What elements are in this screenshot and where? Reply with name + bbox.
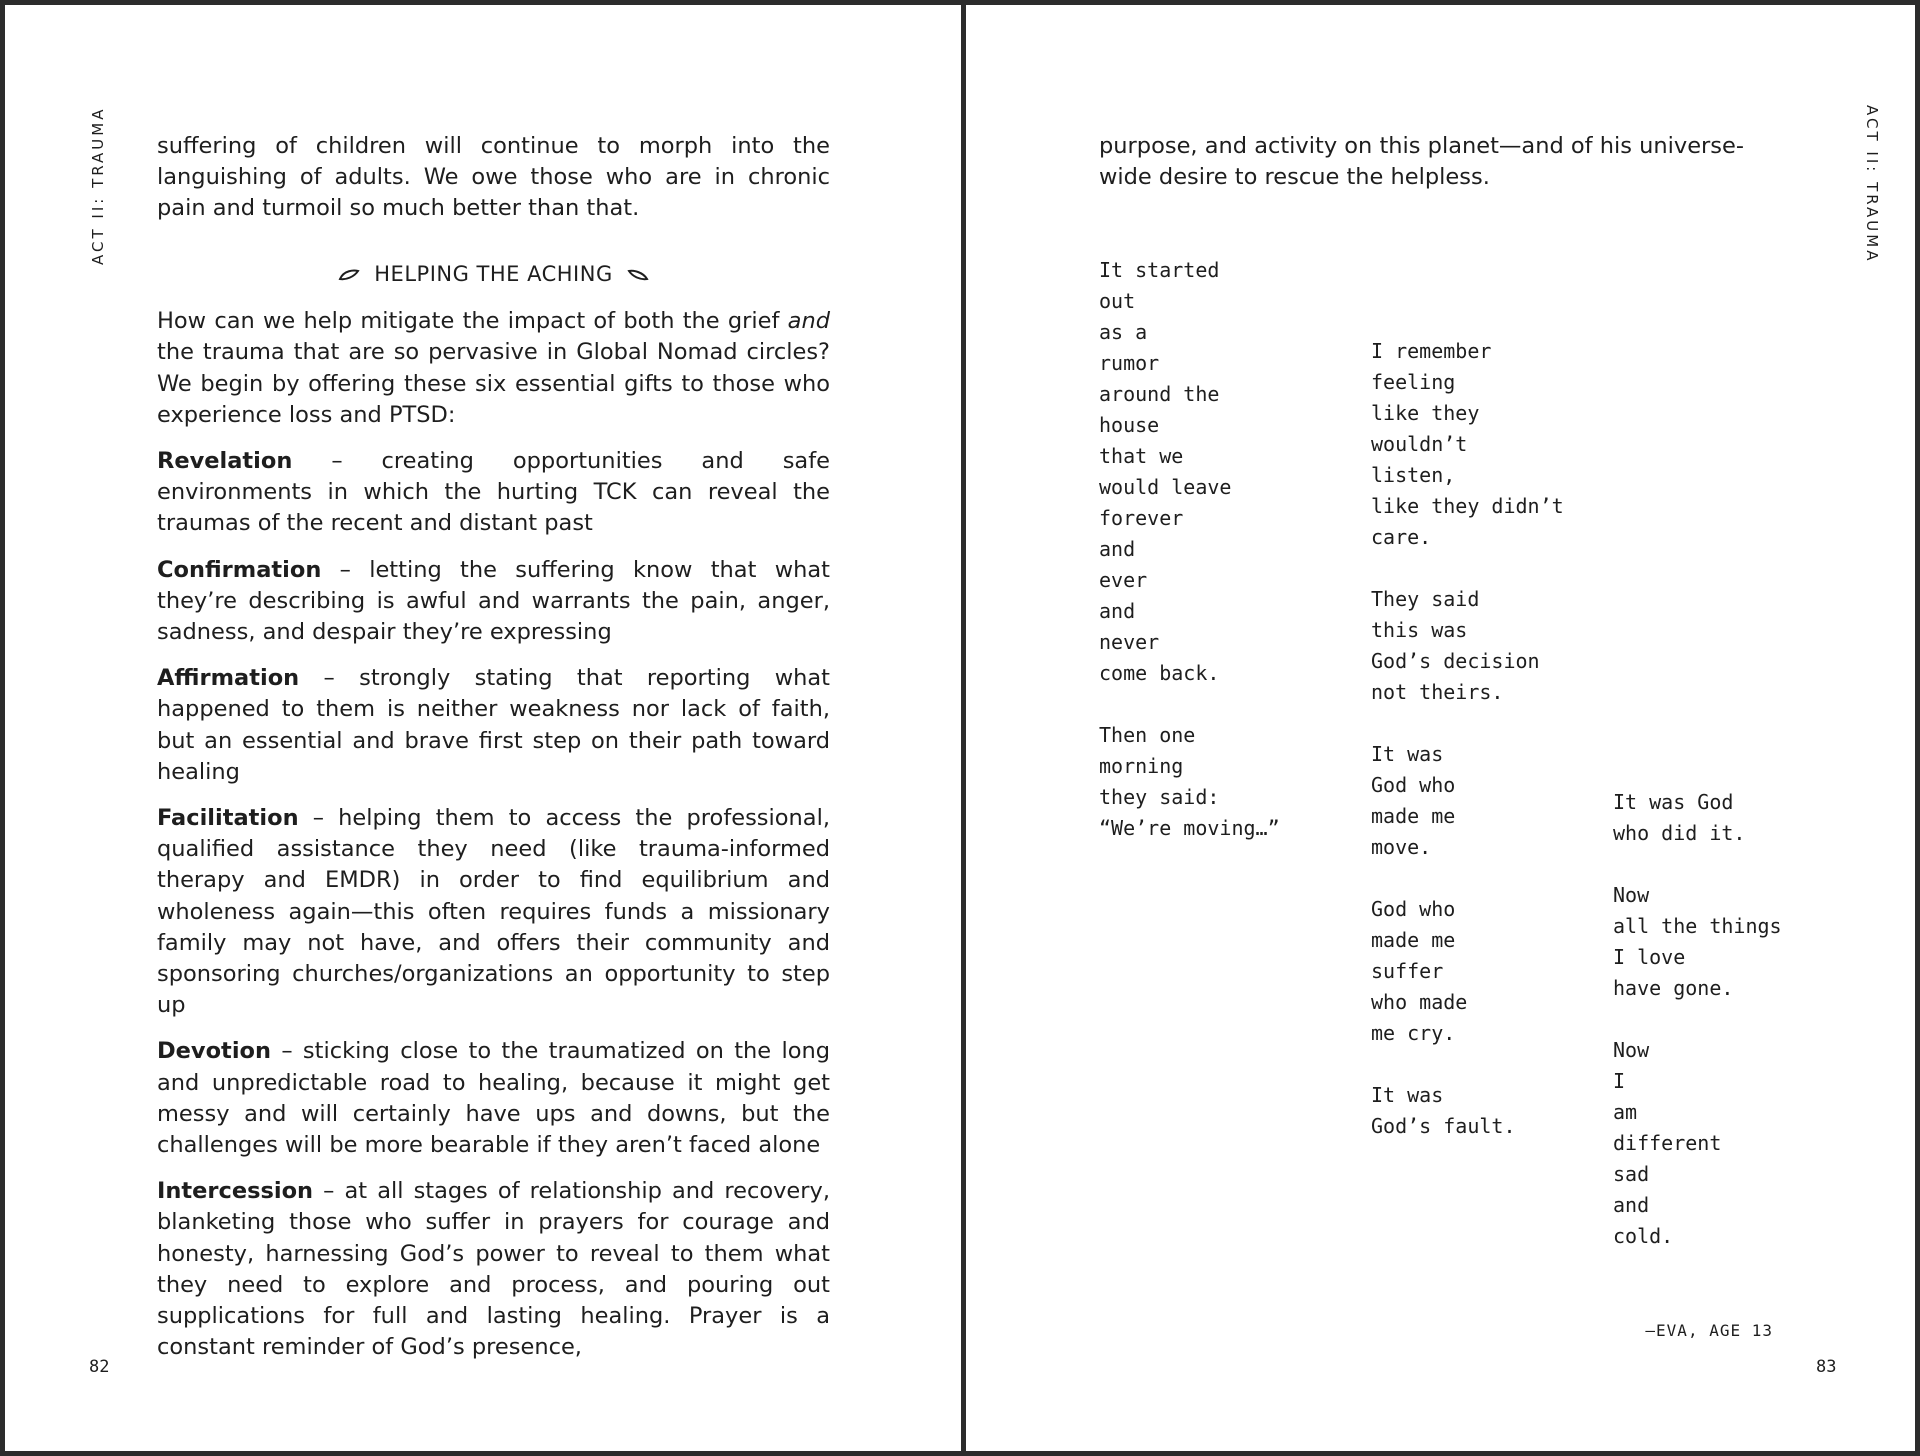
poem-line: God who — [1371, 773, 1456, 797]
poem-line: house — [1099, 413, 1160, 437]
poem-line: who made — [1371, 990, 1468, 1014]
page-number-left: 82 — [89, 1357, 110, 1377]
poem-stanza — [1099, 720, 1280, 844]
poem-line: I love — [1613, 945, 1686, 969]
poem-line: morning — [1099, 754, 1184, 778]
poem-stanza — [1613, 880, 1782, 1004]
poem-line: God’s decision — [1371, 649, 1540, 673]
running-head-right: ACT II: TRAUMA — [1863, 105, 1881, 264]
poem-line: am — [1613, 1100, 1638, 1124]
lead-emphasis: and — [787, 308, 830, 335]
poem-column-3 — [1613, 787, 1782, 1283]
poem-line: and — [1099, 537, 1136, 561]
poem-line: me cry. — [1371, 1021, 1456, 1045]
poem-line: out — [1099, 289, 1136, 313]
poem-line: this was — [1371, 618, 1468, 642]
gift-term: Affirmation — [157, 665, 300, 692]
poem-line: would leave — [1099, 475, 1232, 499]
section-heading — [157, 259, 830, 291]
poem-line: It was God — [1613, 790, 1734, 814]
poem-line: forever — [1099, 506, 1184, 530]
lead-text-1: How can we help mitigate the impact of both the grief — [157, 308, 788, 335]
gift-text: – sticking close to the traumatized on the long and unpredictable road to healing, because it might get messy and will certainly have ups and downs, but the challenges will be more bearable if they aren’t faced alone — [157, 1038, 830, 1159]
poem-line: move. — [1371, 835, 1432, 859]
poem-line: It started — [1099, 258, 1220, 282]
poem-line: God’s fault. — [1371, 1114, 1516, 1138]
gift-affirmation — [157, 663, 830, 788]
poem-line: rumor — [1099, 351, 1160, 375]
gift-term: Devotion — [157, 1038, 272, 1065]
poem-line: never — [1099, 630, 1160, 654]
poem-line: and — [1613, 1193, 1650, 1217]
poem-line: not theirs. — [1371, 680, 1504, 704]
gift-text: – helping them to access the professional, qualified assistance they need (like trauma-informed therapy and EMDR) in order to find equilibrium and wholeness again—this often requires funds a missionary family may not have, and offers their community and sponsoring churches/organizations an opportunity to step up — [157, 805, 830, 1019]
gift-text: – strongly stating that reporting what happened to them is neither weakness nor lack of faith, but an essential and brave first step on their path toward healing — [157, 665, 830, 785]
lead-text-2: the trauma that are so pervasive in Global Nomad circles? We begin by offering these six essential gifts to those who experience loss and PTSD: — [157, 339, 830, 428]
poem-line: made me — [1371, 928, 1456, 952]
poem-line: suffer — [1371, 959, 1444, 983]
poem-stanza — [1371, 1080, 1564, 1142]
poem-line: Now — [1613, 1038, 1650, 1062]
gift-text: – at all stages of relationship and recovery, blanketing those who suffer in prayers for courage and honesty, harnessing God’s power to reveal to them what they need to explore and process, and pouring out supplications for full and lasting healing. Prayer is a constant reminder of God’s presence, — [157, 1178, 830, 1361]
poem-stanza — [1371, 584, 1564, 708]
poem-line: wouldn’t — [1371, 432, 1468, 456]
poem-line: Now — [1613, 883, 1650, 907]
poem-line: different — [1613, 1131, 1722, 1155]
poem-line: and — [1099, 599, 1136, 623]
poem-line: they said: — [1099, 785, 1220, 809]
poem-line: made me — [1371, 804, 1456, 828]
continuation-paragraph — [1099, 131, 1773, 193]
leaf-ornament-right-icon — [627, 259, 649, 290]
poem-column-2 — [1371, 336, 1564, 1173]
poem-line: Then one — [1099, 723, 1196, 747]
poem-line: I — [1613, 1069, 1626, 1093]
gift-text: – creating opportunities and safe environments in which the hurting TCK can reveal the traumas of the recent and distant past — [157, 448, 830, 537]
gift-facilitation — [157, 803, 830, 1021]
poem-line: “We’re moving…” — [1099, 816, 1280, 840]
poem-stanza — [1099, 255, 1280, 689]
poem-line: They said — [1371, 587, 1480, 611]
poem-stanza — [1613, 1035, 1782, 1252]
poem-line: listen, — [1371, 463, 1456, 487]
poem-line: come back. — [1099, 661, 1220, 685]
poem-line: like they didn’t — [1371, 494, 1564, 518]
gift-term: Facilitation — [157, 805, 299, 832]
poem-line: cold. — [1613, 1224, 1674, 1248]
poem-line: have gone. — [1613, 976, 1734, 1000]
poem-line: around the — [1099, 382, 1220, 406]
leaf-ornament-left-icon — [338, 259, 360, 290]
page-number-right: 83 — [1816, 1357, 1837, 1377]
poem-line: who did it. — [1613, 821, 1746, 845]
poem-line: It was — [1371, 742, 1444, 766]
poem-line: care. — [1371, 525, 1432, 549]
gift-revelation — [157, 446, 830, 540]
running-head-left: ACT II: TRAUMA — [89, 106, 107, 265]
section-heading-text: HELPING THE ACHING — [374, 261, 613, 286]
poem-line: as a — [1099, 320, 1148, 344]
poem-line: ever — [1099, 568, 1148, 592]
poem-line: like they — [1371, 401, 1480, 425]
poem-line: I remember — [1371, 339, 1492, 363]
gift-devotion — [157, 1036, 830, 1161]
poem-stanza — [1371, 894, 1564, 1049]
poem-line: God who — [1371, 897, 1456, 921]
continuation-text: purpose, and activity on this planet—and of his universe-wide desire to rescue the helpless. — [1099, 133, 1744, 191]
intro-paragraph: suffering of children will continue to morph into the languishing of adults. We owe those who are in chronic pain and turmoil so much better than that. — [157, 133, 830, 222]
poem-stanza — [1613, 787, 1782, 849]
poem-column-1 — [1099, 255, 1280, 875]
poem-line: sad — [1613, 1162, 1650, 1186]
poem-line: feeling — [1371, 370, 1456, 394]
poem-attribution: —EVA, AGE 13 — [1645, 1321, 1773, 1340]
gift-confirmation — [157, 555, 830, 649]
gift-term: Confirmation — [157, 556, 322, 583]
lead-paragraph — [157, 306, 830, 431]
left-page — [5, 5, 961, 1451]
gift-text: – letting the suffering know that what they’re describing is awful and warrants the pain, anger, sadness, and despair they’re expressing — [157, 556, 830, 646]
poem-line: that we — [1099, 444, 1184, 468]
gift-term: Intercession — [157, 1178, 314, 1205]
poem-stanza — [1371, 739, 1564, 863]
gift-intercession — [157, 1176, 830, 1363]
gift-term: Revelation — [157, 448, 293, 475]
left-body — [157, 131, 830, 1364]
poem-stanza — [1371, 336, 1564, 553]
poem-line: It was — [1371, 1083, 1444, 1107]
poem-line: all the things — [1613, 914, 1782, 938]
